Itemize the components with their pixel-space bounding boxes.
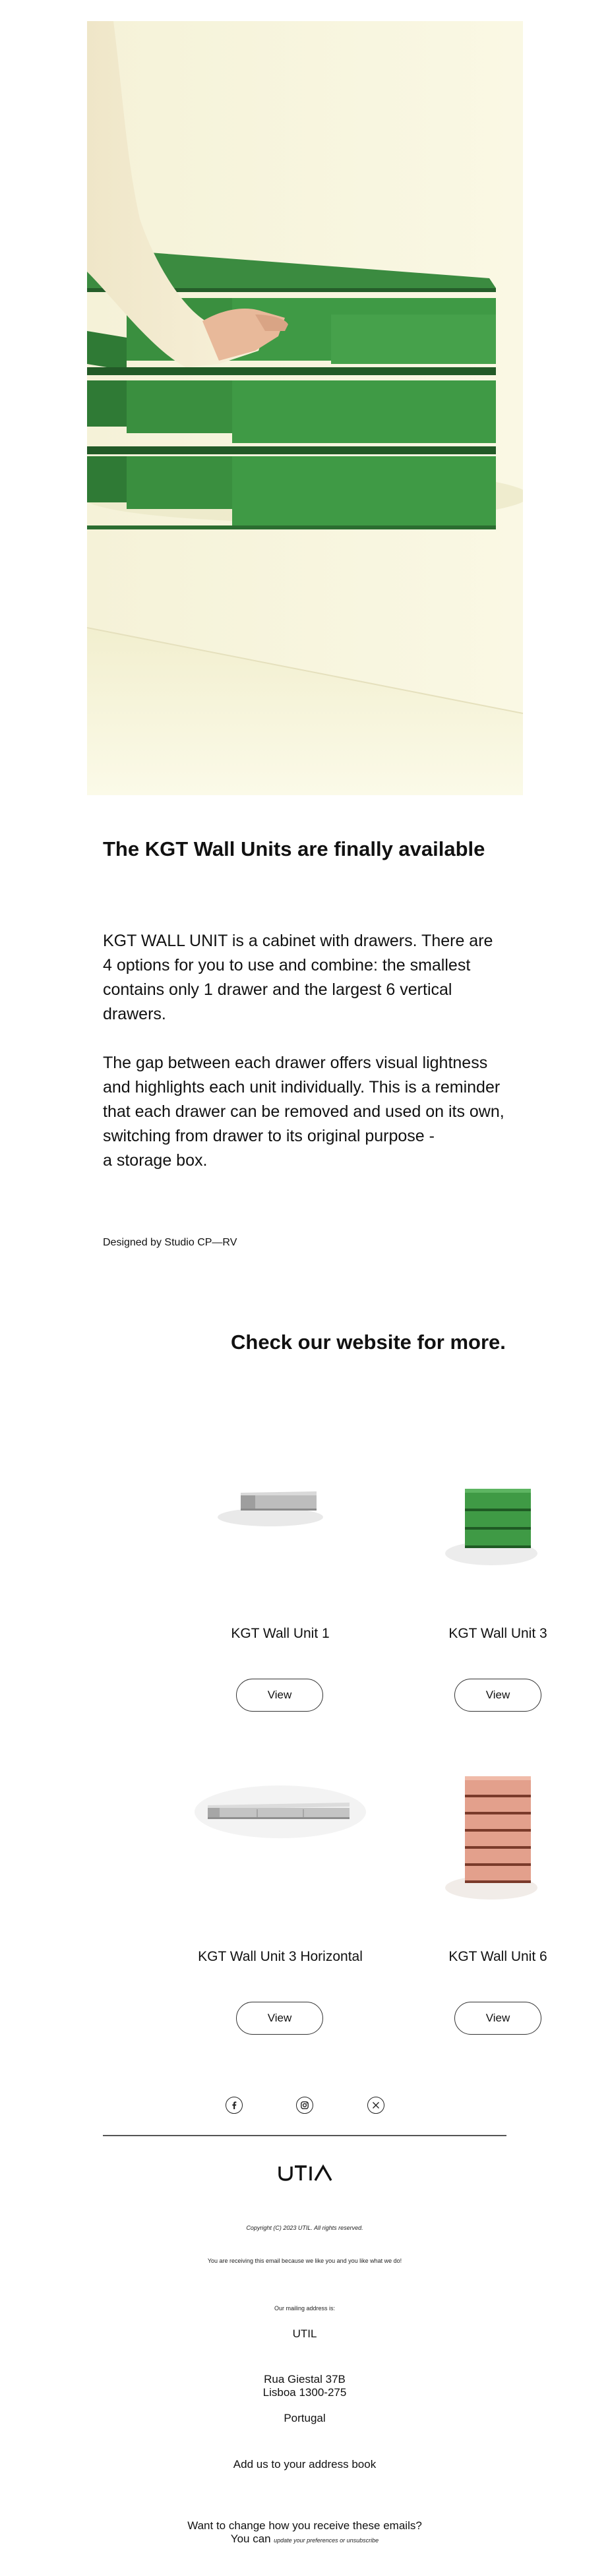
view-unit-3-button[interactable]: View (454, 1679, 541, 1712)
add-address-link[interactable]: Add us to your address book (233, 2458, 377, 2471)
website-cta: Check our website for more. (231, 1331, 506, 1354)
address-line: Rua Giestal 37B (264, 2373, 346, 2385)
instagram-icon (300, 2101, 309, 2110)
x-icon (372, 2101, 380, 2109)
copyright-text: Copyright (C) 2023 UTIL. All rights reserved. (246, 2225, 363, 2231)
change-question: Want to change how you receive these emails? (187, 2519, 422, 2532)
product-image-unit-3[interactable] (435, 1448, 561, 1613)
product-name: KGT Wall Unit 1 (231, 1626, 330, 1641)
paragraph-intro (103, 929, 525, 1027)
paragraph-line: KGT WALL UNIT is a cabinet with drawers. There are (103, 932, 493, 950)
designer-credit: Designed by Studio CP—RV (103, 1237, 237, 1248)
view-unit-6-button[interactable]: View (454, 2002, 541, 2035)
product-name: KGT Wall Unit 3 (448, 1626, 547, 1641)
paragraph-details (103, 1051, 525, 1173)
paragraph-line: that each drawer can be removed and used on its own, (103, 1102, 504, 1121)
preferences-row (103, 2532, 506, 2546)
product-image-unit-1[interactable] (191, 1448, 369, 1560)
country: Portugal (284, 2412, 326, 2424)
paragraph-line: a storage box. (103, 1151, 208, 1170)
util-logo-icon (277, 2163, 333, 2182)
product-image-unit-3-horizontal[interactable] (191, 1772, 369, 1884)
reason-text: You are receiving this email because we like you and you like what we do! (207, 2258, 402, 2264)
product-name: KGT Wall Unit 3 Horizontal (198, 1949, 363, 1964)
paragraph-line: 4 options for you to use and combine: the smallest (103, 956, 471, 974)
mailing-intro: Our mailing address is: (274, 2305, 336, 2312)
view-unit-1-button[interactable]: View (236, 1679, 323, 1712)
you-can-text: You can (230, 2532, 271, 2545)
wall-unit-6-icon (435, 1772, 561, 1937)
paragraph-line: drawers. (103, 1005, 166, 1023)
hero-photo-icon (87, 21, 523, 795)
view-unit-3-horizontal-button[interactable]: View (236, 2002, 323, 2035)
product-image-unit-6[interactable] (435, 1772, 561, 1937)
wall-unit-1-icon (191, 1448, 369, 1560)
wall-unit-3-icon (435, 1448, 561, 1613)
hero-image (87, 21, 523, 795)
wall-unit-3-horizontal-icon (191, 1772, 369, 1884)
address-line: Lisboa 1300-275 (262, 2386, 347, 2399)
paragraph-line: switching from drawer to its original purpose - (103, 1127, 435, 1145)
paragraph-line: The gap between each drawer offers visual lightness (103, 1054, 488, 1072)
update-preferences-link[interactable]: update your preferences or unsubscribe (274, 2537, 379, 2544)
company-name: UTIL (292, 2327, 317, 2340)
facebook-icon (229, 2101, 239, 2110)
headline: The KGT Wall Units are finally available (103, 837, 485, 860)
paragraph-line: and highlights each unit individually. This is a reminder (103, 1078, 501, 1096)
footer-divider (103, 2135, 506, 2136)
util-logo (277, 2163, 333, 2182)
paragraph-line: contains only 1 drawer and the largest 6 vertical (103, 980, 452, 999)
product-name: KGT Wall Unit 6 (448, 1949, 547, 1964)
instagram-link[interactable] (296, 2097, 313, 2114)
x-link[interactable] (367, 2097, 384, 2114)
facebook-link[interactable] (226, 2097, 243, 2114)
